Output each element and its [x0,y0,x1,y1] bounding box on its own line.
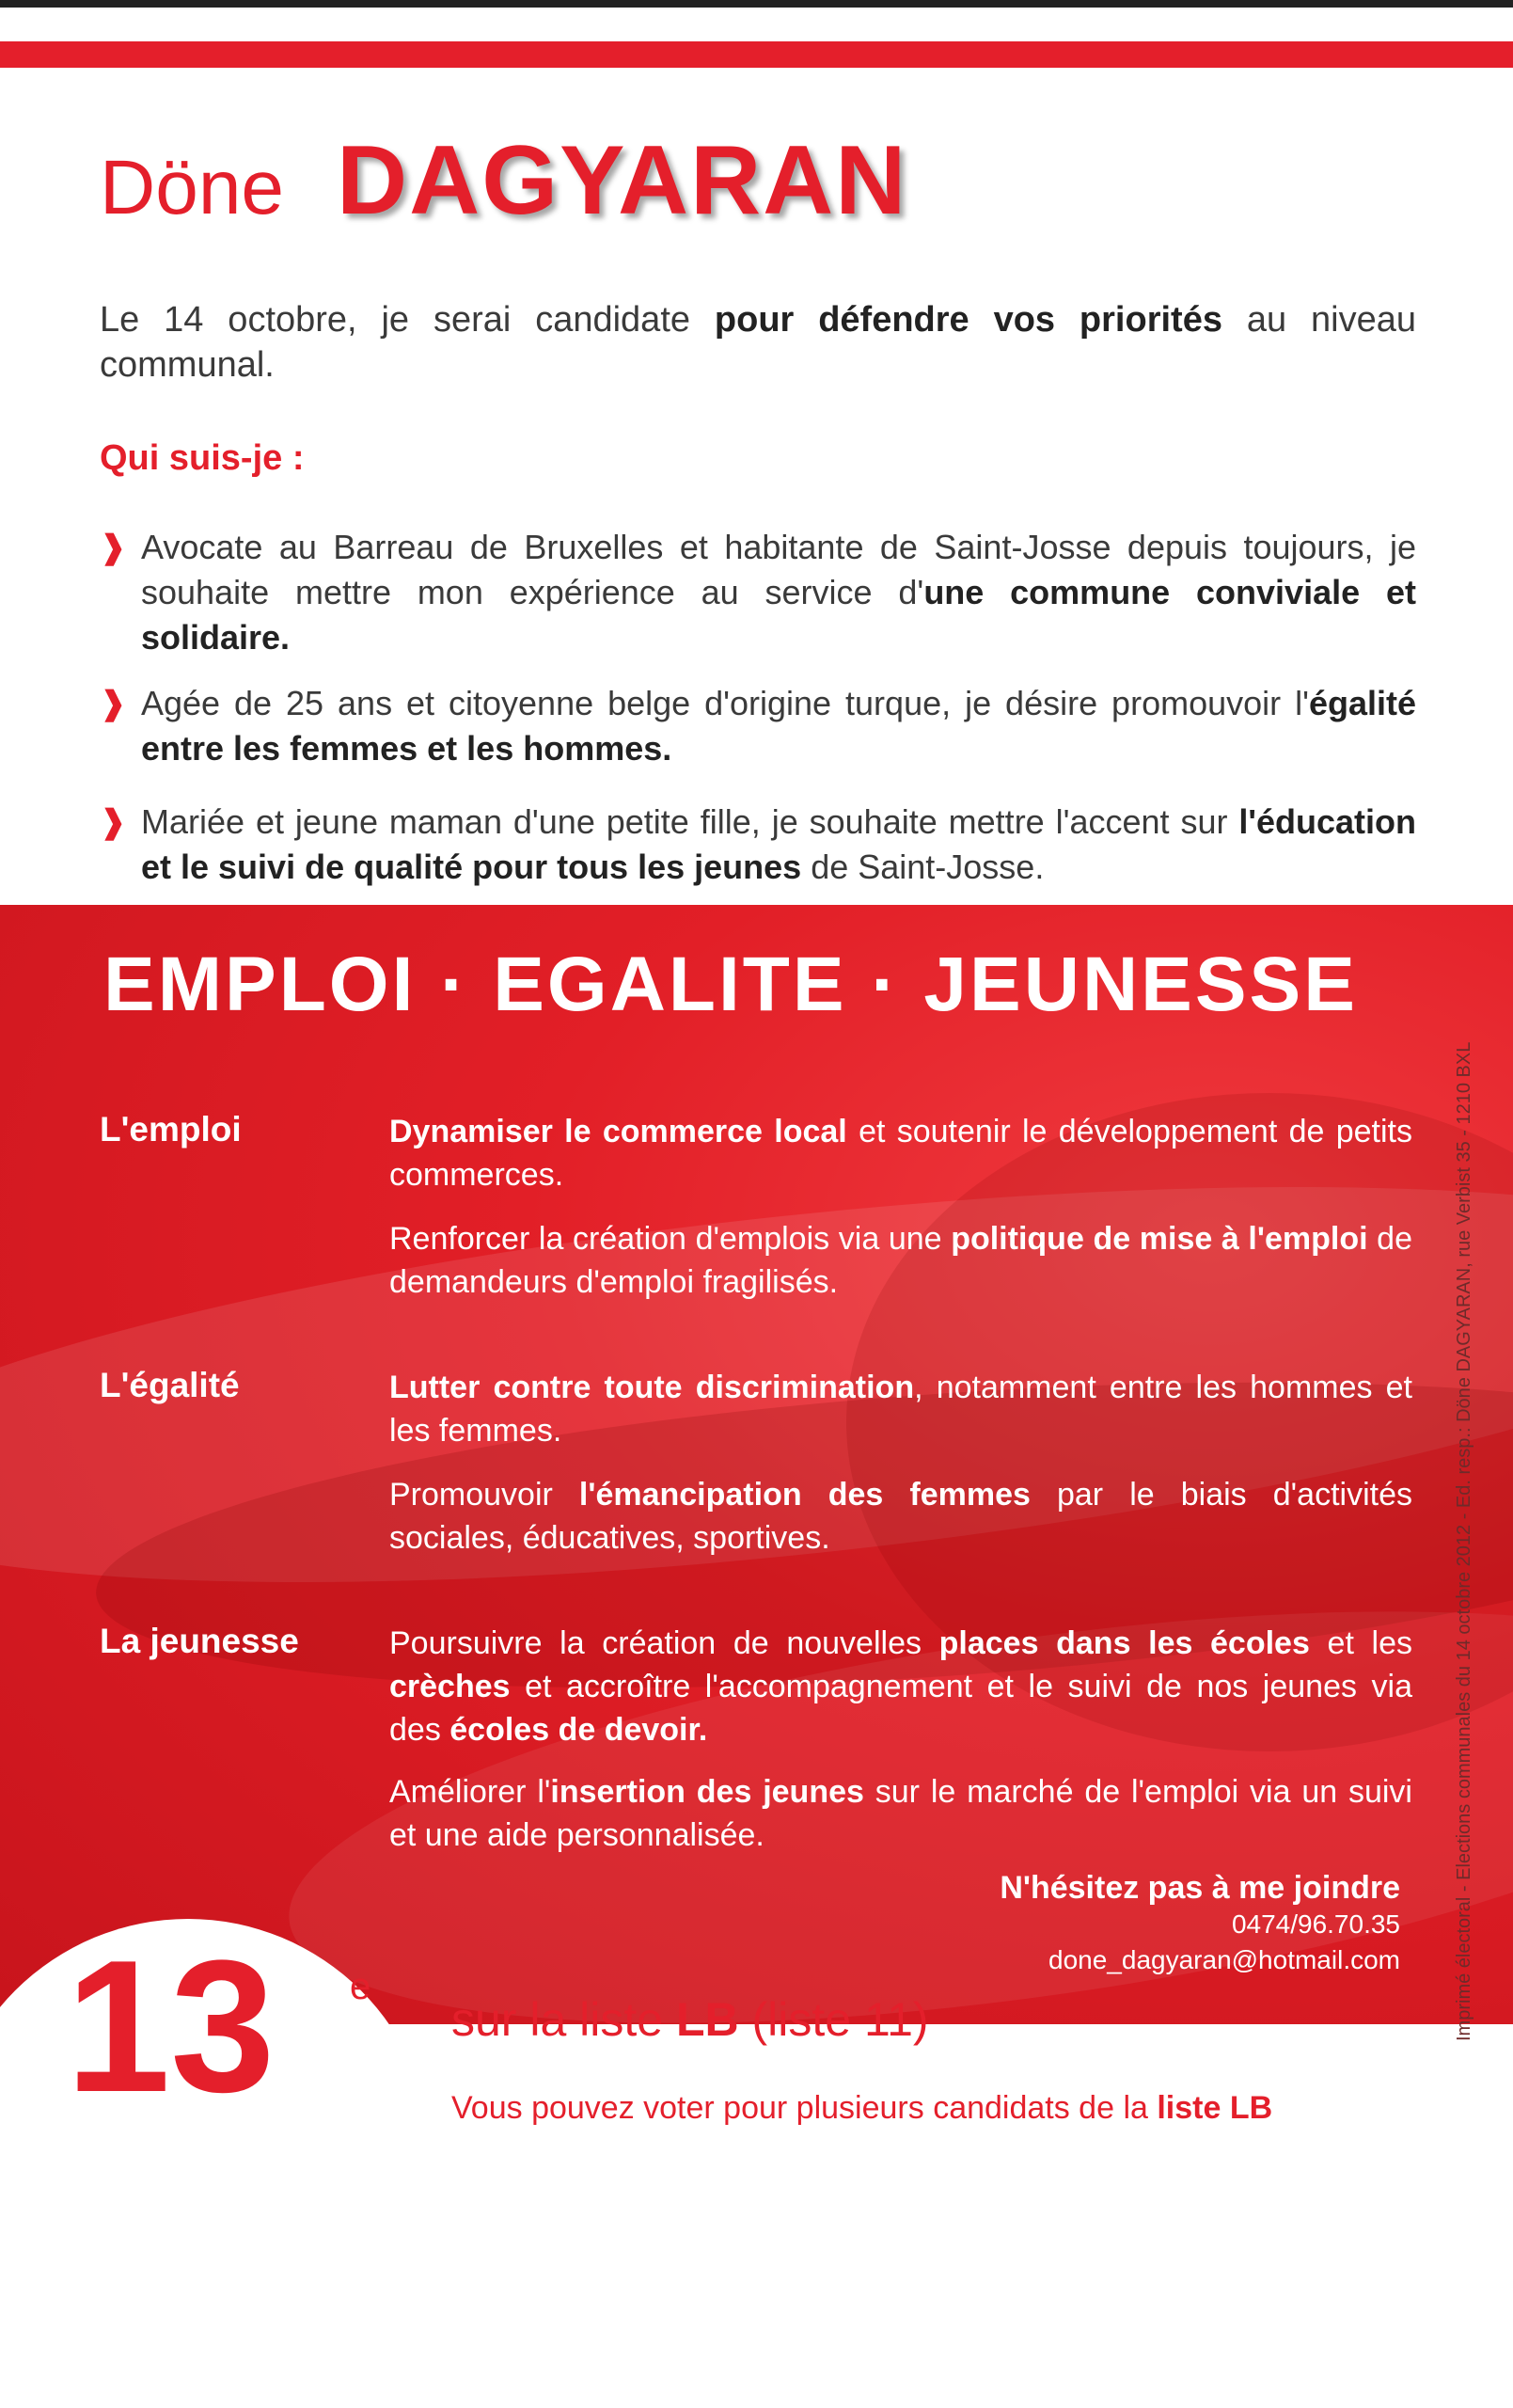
legal-side-text: Imprimé électoral - Elections communales du 14 octobre 2012 - Ed. resp.: Döne DAGYARAN, rue Verbist 35 - 1210 BXL [1454,1041,1474,2041]
intro-paragraph [100,297,1416,388]
section-text: Améliorer l' [389,1774,551,1810]
bullet-text: Mariée et jeune maman d'une petite fille, je souhaite mettre l'accent sur [141,802,1239,841]
headline: EMPLOI · EGALITE · JEUNESSE [103,942,1358,1027]
footer-bold: liste LB [1157,2090,1273,2126]
section-paragraph [389,1110,1412,1196]
section-bold: places dans les écoles [938,1625,1310,1661]
section-title-egalite: L'égalité [100,1366,240,1404]
section-bold: Dynamiser le commerce local [389,1114,847,1149]
list-text: sur la liste [451,1993,676,2046]
top-border [0,0,1513,8]
footer-line [451,2090,1272,2127]
bullet-bold: l'éducation et le suivi de qualité pour tous les jeunes [141,802,1416,886]
section-bold: insertion des jeunes [550,1774,864,1810]
bullet-item [100,525,1416,660]
contact-title: N'hésitez pas à me joindre [1000,1870,1400,1906]
section-text-end: sur le marché de l'emploi via un suivi et une aide personnalisée. [389,1774,1412,1853]
section-text: et soutenir le développement de petits commerces. [389,1114,1412,1193]
ballot-suffix: e [350,1966,371,2007]
section-text: Promouvoir [389,1477,579,1513]
section-text: Poursuivre la création de nouvelles [389,1625,939,1661]
section-text-end: par le biais d'activités sociales, éducatives, sportives. [389,1477,1412,1556]
section-paragraph [389,1622,1412,1751]
section-bold: politique de mise à l'emploi [951,1221,1368,1257]
contact-phone: 0474/96.70.35 [1231,1909,1400,1939]
section-title-emploi: L'emploi [100,1110,242,1149]
bullet-marker-icon: ❱ [100,530,127,565]
section-bold: Lutter contre toute discrimination [389,1370,915,1405]
bullet-marker-icon: ❱ [100,686,127,721]
bullet-bold: une commune conviviale et solidaire. [141,573,1416,657]
contact-block [1000,1870,1400,1978]
bullet-marker-icon: ❱ [100,804,127,840]
top-red-bar [0,41,1513,68]
section-bold: crèches [389,1669,511,1704]
bullet-item [100,800,1416,890]
ballot-list [451,1992,929,2047]
last-name: DAGYARAN [337,126,908,235]
section-text: et accroître l'accompagnement et le suivi de nos jeunes via des [389,1669,1412,1748]
intro-bold: pour défendre vos priorités [714,300,1222,340]
who-heading: Qui suis-je : [100,438,305,478]
bullet-bold: égalité entre les femmes et les hommes. [141,684,1416,768]
section-text: , notamment entre les hommes et les femmes. [389,1370,1412,1449]
section-paragraph [389,1770,1412,1857]
section-bold: l'émancipation des femmes [578,1477,1031,1513]
section-bold: écoles de devoir. [449,1712,708,1748]
section-text-end: de demandeurs d'emploi fragilisés. [389,1221,1412,1300]
bullet-item [100,681,1416,771]
bullet-text: Avocate au Barreau de Bruxelles et habitante de Saint-Josse depuis toujours, je souhaite mettre mon expérience au service d' [141,528,1416,611]
section-paragraph [389,1366,1412,1452]
section-paragraph [389,1473,1412,1560]
intro-text: Le 14 octobre, je serai candidate [100,300,715,340]
first-name: Döne [100,145,285,230]
candidate-name [100,126,908,235]
section-paragraph [389,1217,1412,1304]
bullet-text-end: de Saint-Josse. [801,848,1045,886]
section-text: et les [1309,1625,1412,1661]
footer-text: Vous pouvez voter pour plusieurs candidats de la [451,2090,1158,2126]
intro-text-end: au niveau communal. [100,300,1416,385]
list-text-end: (liste 11) [738,1993,929,2046]
ballot-number: 13 [66,1922,276,2131]
contact-email: done_dagyaran@hotmail.com [1048,1945,1400,1974]
list-bold: LB [675,1993,739,2046]
bullet-text: Agée de 25 ans et citoyenne belge d'origine turque, je désire promouvoir l' [141,684,1309,722]
section-title-jeunesse: La jeunesse [100,1622,299,1660]
section-text: Renforcer la création d'emplois via une [389,1221,952,1257]
